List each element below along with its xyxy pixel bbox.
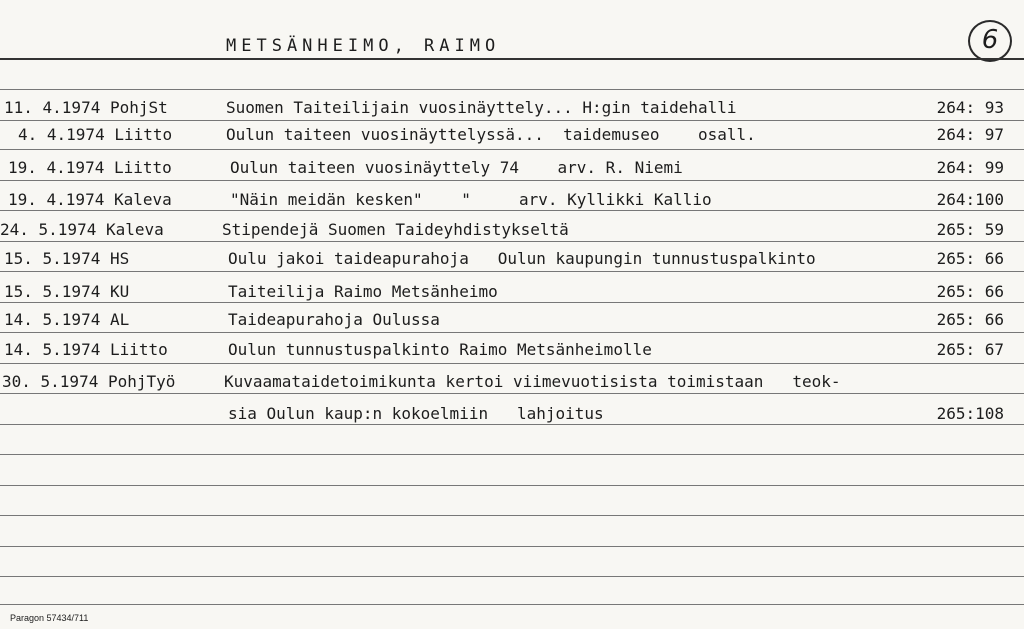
rule-line [0,454,1024,455]
entry-text: Suomen Taiteilijain vuosinäyttely... H:gin taidehalli [226,98,737,117]
entry-row [0,404,1024,428]
rule-line [0,576,1024,577]
entry-text: Oulu jakoi taideapurahoja Oulun kaupungin tunnustuspalkinto [228,249,816,268]
entry-date-source: 14. 5.1974 Liitto [4,340,168,359]
entry-text: Oulun taiteen vuosinäyttely 74 arv. R. Niemi [230,158,683,177]
entry-reference: 264:100 [936,190,1004,209]
rule-line [0,58,1024,60]
entry-reference: 265: 67 [936,340,1004,359]
entry-text: sia Oulun kaup:n kokoelmiin lahjoitus [228,404,604,423]
entry-date-source: 24. 5.1974 Kaleva [0,220,164,239]
entry-date-source: 19. 4.1974 Kaleva [8,190,172,209]
entry-date-source: 30. 5.1974 PohjTyö [2,372,176,391]
page-number-circle: 6 [968,20,1012,62]
entry-reference: 265: 66 [936,282,1004,301]
entry-reference: 264: 99 [936,158,1004,177]
card-title: METSÄNHEIMO, RAIMO [226,36,501,56]
entry-row [0,220,1024,244]
entry-reference: 264: 93 [936,98,1004,117]
rule-line [0,149,1024,150]
entry-text: Taideapurahoja Oulussa [228,310,440,329]
entry-text: Oulun taiteen vuosinäyttelyssä... taidemuseo osall. [226,125,756,144]
rule-line [0,515,1024,516]
entry-row [0,310,1024,334]
entry-row [0,98,1024,122]
entry-date-source: 4. 4.1974 Liitto [18,125,173,144]
entry-row [0,372,1024,396]
rule-line [0,89,1024,90]
entry-row [0,340,1024,364]
entry-date-source: 19. 4.1974 Liitto [8,158,172,177]
entry-row [0,158,1024,182]
entry-date-source: 14. 5.1974 AL [4,310,130,329]
entry-reference: 265: 66 [936,249,1004,268]
rule-line [0,604,1024,605]
entry-date-source: 15. 5.1974 KU [4,282,130,301]
rule-line [0,546,1024,547]
entry-reference: 265:108 [936,404,1004,423]
entry-text: Kuvaamataidetoimikunta kertoi viimevuotisista toimistaan teok- [224,372,841,391]
entry-reference: 265: 66 [936,310,1004,329]
entry-text: Stipendejä Suomen Taideyhdistykseltä [222,220,569,239]
entry-row [0,125,1024,149]
rule-line [0,485,1024,486]
entry-text: Taiteilija Raimo Metsänheimo [228,282,498,301]
entry-date-source: 11. 4.1974 PohjSt [4,98,168,117]
entry-text: Oulun tunnustuspalkinto Raimo Metsänheimolle [228,340,652,359]
entry-row [0,190,1024,214]
entry-row [0,282,1024,306]
entry-reference: 264: 97 [936,125,1004,144]
entry-text: "Näin meidän kesken" " arv. Kyllikki Kallio [230,190,712,209]
card-footer: Paragon 57434/711 [10,613,89,623]
entry-date-source: 15. 5.1974 HS [4,249,130,268]
entry-reference: 265: 59 [936,220,1004,239]
entry-row [0,249,1024,273]
